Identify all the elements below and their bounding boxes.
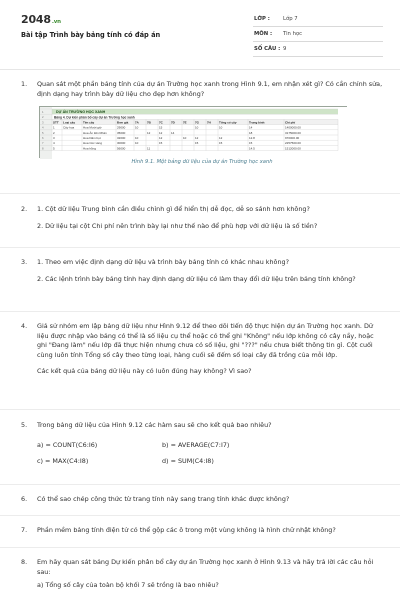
- question-text: Có thể sao chép công thức từ trang tính này sang trang tính khác được không?: [37, 495, 290, 503]
- sheet-cell: 3: [53, 136, 55, 141]
- question-text: Quan sát một phần bảng tính của dự án Trường học xanh trong Hình 9.1, em nhận xét gì? Có cần chỉnh sửa, định dạng hay trình bày dữ liệu cho đẹp hơn không?: [37, 80, 383, 98]
- sheet-cell: 32000: [117, 136, 126, 141]
- meta-row-class: [253, 12, 383, 27]
- question-text: a) Tổng số cây của toàn bộ khối 7 sẽ trồng là bao nhiêu?: [37, 581, 219, 590]
- question-number: 2.: [21, 205, 28, 213]
- site-logo[interactable]: [21, 12, 61, 29]
- sheet-cell: Hoa hồng: [83, 146, 97, 151]
- meta-key: MÔN :: [254, 31, 273, 37]
- question-5: [21, 421, 383, 473]
- sheet-cell: 30000: [117, 141, 126, 146]
- question-text: Phần mềm bảng tính điện tử có thể gộp các ô trong một vùng không là hình chữ nhật không?: [37, 526, 336, 534]
- sheet-header-cell: 7E: [183, 120, 187, 125]
- row-number: 7: [42, 141, 44, 146]
- question-text: Các kết quả của bảng dữ liệu này có luôn đúng hay không? Vì sao?: [37, 367, 252, 376]
- question-number: 6.: [21, 495, 28, 503]
- meta-table: [253, 12, 383, 57]
- sheet-cell: 15: [195, 141, 199, 146]
- sheet-header-cell: Tên cây: [83, 120, 95, 125]
- sheet-cell: 10: [135, 136, 139, 141]
- sheet-cell: 12: [147, 131, 151, 136]
- sheet-cell: 10: [183, 136, 187, 141]
- option-b: b) = AVERAGE(C7:I7): [162, 440, 230, 449]
- sheet-cell: 10: [195, 125, 199, 130]
- sheet-header-cell: 7C: [159, 120, 163, 125]
- question-text: 2. Dữ liệu tại cột Chi phí nên trình bày lại như thế nào để phù hợp với dữ liệu là số tiền?: [37, 221, 318, 230]
- option-c: c) = MAX(C4:I8): [37, 456, 89, 465]
- question-text: Em hãy quan sát bảng Dự kiến phân bổ cây dự án Trường học xanh ở Hình 9.13 và hãy trả lời các câu hỏi sau:: [37, 558, 374, 576]
- meta-key: SỐ CÂU :: [254, 46, 281, 52]
- sheet-cell: 35000: [117, 131, 126, 136]
- sheet-header-cell: 7D: [171, 120, 175, 125]
- row-number: 1: [42, 110, 44, 115]
- question-8: [21, 558, 383, 598]
- meta-row-subject: [253, 27, 383, 42]
- option-row: [37, 441, 383, 457]
- meta-value: 9: [283, 46, 287, 52]
- sheet-header-cell: Trung bình: [249, 120, 265, 125]
- logo-suffix: .vn: [51, 19, 61, 25]
- question-text: 1. Cột dữ liệu Trung bình cần điều chỉnh gì để hiển thị dễ đọc, dễ so sánh hơn không?: [37, 205, 310, 213]
- sheet-cell: 12: [195, 136, 199, 141]
- document-title: Bài tập Trình bày bảng tính có đáp án: [21, 31, 161, 39]
- row-number: 5: [42, 131, 44, 136]
- question-text: 2. Các lệnh trình bày bảng tính hay định dạng dữ liệu có làm thay đổi dữ liệu trên bảng tính không?: [37, 274, 356, 283]
- sheet-cell: 14: [249, 125, 253, 130]
- header-divider: [0, 69, 400, 70]
- sheet-header-cell: Đơn giá: [117, 120, 129, 125]
- sheet-cell: 18: [249, 131, 253, 136]
- question-4: [21, 322, 383, 384]
- sheet-cell: 15: [249, 141, 253, 146]
- row-number: 6: [42, 136, 44, 141]
- sheet-cell: Hoa Ăn tiền Rhân: [83, 131, 107, 136]
- question-text: Giả sử nhóm em lập bảng dữ liệu như Hình 9.12 để theo dõi tiến độ thực hiện dự án Trường học xanh. Dữ liệu được nhập vào bảng có thể là số liệu cụ thể hoặc có thể ghi "Không" nếu lớp không có cây nầy, hoặc ghi "Đang làm" nếu lớp đã thực hiện nhưng chưa có số liệu, ghi "???" nếu chưa biết thông tin gì. Cột cuối cùng luôn tính Tổng số cây theo từng loại, hàng cuối sẽ đếm số loại cây đã trồng của mỗi lớp.: [37, 322, 374, 359]
- option-row: [37, 457, 383, 473]
- sheet-cell: 15: [159, 141, 163, 146]
- sheet-cell: 15: [159, 125, 163, 130]
- question-7: [21, 526, 383, 543]
- sheet-cell: 1512000.00: [285, 146, 301, 151]
- question-text: 1. Theo em việc định dạng dữ liệu và trình bày bảng tính có khác nhau không?: [37, 258, 289, 266]
- sheet-cell: 2: [53, 131, 55, 136]
- row-number: 3: [42, 120, 44, 125]
- sheet-header-cell: Loại cây: [63, 120, 76, 125]
- sheet-cell: 29000: [117, 125, 126, 130]
- meta-row-count: [253, 42, 383, 57]
- question-1: [21, 80, 383, 168]
- question-text: Trong bảng dữ liệu của Hình 9.12 các hàm sau sẽ cho kết quả bao nhiêu?: [37, 421, 272, 429]
- divider: [0, 193, 400, 194]
- sheet-cell: Hoa Dâm bụt: [83, 136, 101, 141]
- question-number: 1.: [21, 80, 28, 88]
- sheet-header-cell: STT: [53, 120, 59, 125]
- spreadsheet-figure: [39, 106, 347, 158]
- question-number: 5.: [21, 421, 28, 429]
- sheet-cell: 970000.00: [285, 136, 300, 141]
- sheet-cell: 14: [171, 131, 175, 136]
- sheet-title: DỰ ÁN TRƯỜNG HỌC XANH: [56, 110, 106, 115]
- sheet-header-cell: 7H: [207, 120, 211, 125]
- question-3: [21, 258, 383, 291]
- sheet-header-cell: 7B: [147, 120, 151, 125]
- question-6: [21, 495, 383, 512]
- meta-key: LỚP :: [254, 16, 270, 22]
- logo-main: 2048: [21, 13, 51, 26]
- sheet-cell: 12: [159, 136, 163, 141]
- sheet-cell: 10: [219, 125, 223, 130]
- sheet-cell: 14.5: [249, 146, 255, 151]
- sheet-cell: 4: [53, 141, 55, 146]
- sheet-header-cell: 7A: [135, 120, 139, 125]
- sheet-cell: 5: [53, 146, 55, 151]
- sheet-cell: 3175000.00: [285, 131, 301, 136]
- divider: [0, 515, 400, 516]
- sheet-cell: 11: [147, 146, 151, 151]
- question-2: [21, 205, 383, 238]
- divider: [0, 484, 400, 485]
- sheet-cell: Hoa Cúc vàng: [83, 141, 103, 146]
- sheet-cell: 10: [135, 125, 139, 130]
- sheet-cell: Hoa Mười giờ: [83, 125, 102, 130]
- question-number: 3.: [21, 258, 28, 266]
- question-number: 8.: [21, 558, 28, 566]
- divider: [0, 311, 400, 312]
- sheet-cell: 12: [219, 136, 223, 141]
- sheet-header-cell: Tổng số cây: [219, 120, 237, 125]
- meta-value: Tin học: [283, 31, 303, 37]
- spreadsheet-image: [40, 107, 348, 159]
- sheet-header-cell: Chi phí: [285, 120, 296, 125]
- sheet-cell: 12.8: [249, 136, 255, 141]
- sheet-cell: Cây hoa: [63, 125, 75, 130]
- sheet-cell: 10: [135, 141, 139, 146]
- sheet-header-cell: 7G: [195, 120, 200, 125]
- question-number: 7.: [21, 526, 28, 534]
- row-number: 4: [42, 125, 44, 130]
- row-number: 8: [42, 146, 44, 151]
- row-number: 2: [42, 115, 44, 120]
- sheet-cell: 1400000.00: [285, 125, 301, 130]
- question-number: 4.: [21, 322, 28, 330]
- sheet-cell: 2257500.00: [285, 141, 301, 146]
- sheet-cell: 12: [159, 131, 163, 136]
- option-d: d) = SUM(C4:I8): [162, 456, 214, 465]
- page-header: [0, 0, 400, 68]
- divider: [0, 409, 400, 410]
- divider: [0, 247, 400, 248]
- figure-caption: Hình 9.1. Một bảng dữ liệu của dự án Trường học xanh: [131, 159, 273, 166]
- sheet-cell: 1: [53, 125, 55, 130]
- sheet-cell: 15: [219, 141, 223, 146]
- sheet-cell: 56000: [117, 146, 126, 151]
- sheet-subtitle: Bảng 4. Dự kiến phân bổ cây dự án Trường học xanh: [54, 115, 135, 120]
- meta-value: Lớp 7: [283, 16, 298, 22]
- divider: [0, 547, 400, 548]
- option-a: a) = COUNT(C6:I6): [37, 440, 98, 449]
